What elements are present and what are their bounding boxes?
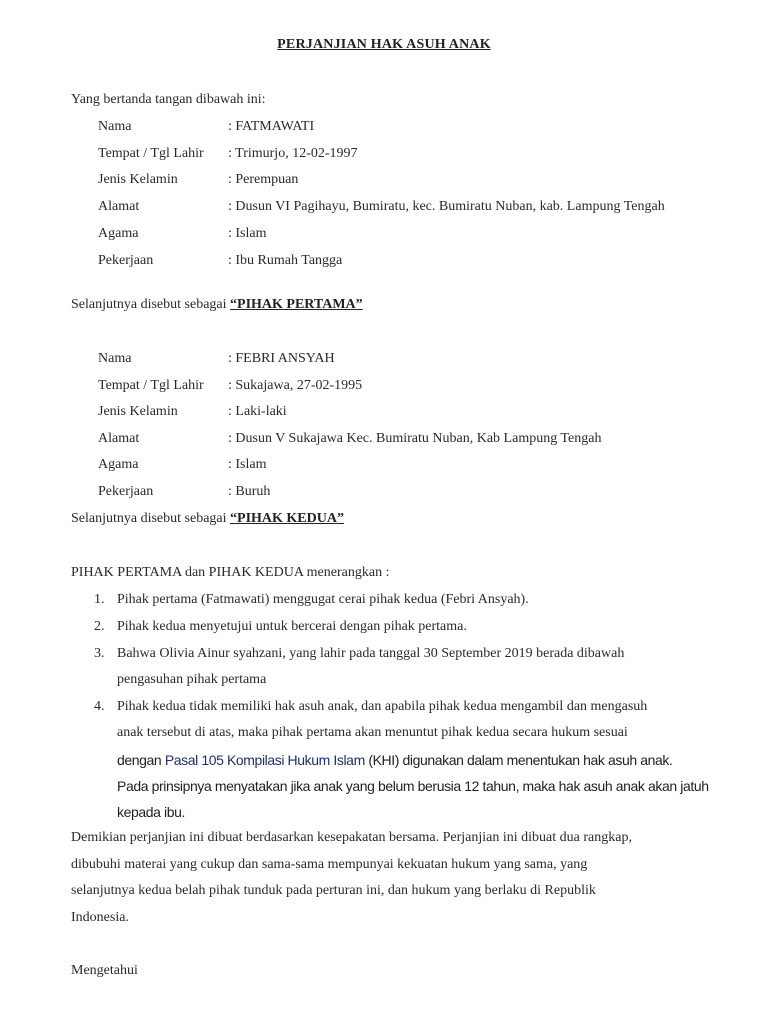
field-label: Jenis Kelamin xyxy=(98,172,178,187)
list-item: Pihak pertama (Fatmawati) menggugat cerai pihak kedua (Febri Ansyah). xyxy=(117,592,529,607)
field-value: : Islam xyxy=(228,457,267,472)
field-label: Alamat xyxy=(98,431,140,446)
list-item-continuation: pengasuhan pihak pertama xyxy=(117,672,267,687)
closing-line: Indonesia. xyxy=(71,910,129,925)
pihak-pertama-designation xyxy=(71,296,363,314)
text-fragment: (KHI) digunakan dalam menentukan hak asuh anak. xyxy=(364,752,673,768)
field-value: : Laki-laki xyxy=(228,404,287,419)
list-item: Pihak kedua menyetujui untuk bercerai dengan pihak pertama. xyxy=(117,619,467,634)
list-number: 2. xyxy=(94,619,105,634)
field-label: Agama xyxy=(98,226,139,241)
intro-text: Yang bertanda tangan dibawah ini: xyxy=(71,92,266,107)
list-number: 4. xyxy=(94,699,105,714)
list-item: Bahwa Olivia Ainur syahzani, yang lahir pada tanggal 30 September 2019 berada dibawah xyxy=(117,646,625,661)
field-value: : Ibu Rumah Tangga xyxy=(228,253,343,268)
statement-intro: PIHAK PERTAMA dan PIHAK KEDUA menerangkan : xyxy=(71,565,390,580)
list-item-continuation: kepada ibu. xyxy=(117,804,185,820)
list-item-continuation xyxy=(117,751,673,769)
field-label: Agama xyxy=(98,457,139,472)
closing-line: Demikian perjanjian ini dibuat berdasarkan kesepakatan bersama. Perjanjian ini dibuat dua rangkap, xyxy=(71,830,632,845)
pihak-kedua-designation xyxy=(71,510,344,528)
field-value: : Perempuan xyxy=(228,172,299,187)
field-value: : FEBRI ANSYAH xyxy=(228,351,335,366)
designation-prefix: Selanjutnya disebut sebagai xyxy=(71,511,231,526)
document-title: PERJANJIAN HAK ASUH ANAK xyxy=(277,37,491,52)
list-item-continuation: anak tersebut di atas, maka pihak pertama akan menuntut pihak kedua secara hukum sesuai xyxy=(117,725,628,740)
pasal-105-link[interactable]: Pasal 105 Kompilasi Hukum Islam xyxy=(164,752,365,768)
field-label: Nama xyxy=(98,119,132,134)
mengetahui-label: Mengetahui xyxy=(71,963,138,978)
field-label: Tempat / Tgl Lahir xyxy=(98,146,204,161)
field-value: : Dusun VI Pagihayu, Bumiratu, kec. Bumiratu Nuban, kab. Lampung Tengah xyxy=(228,199,665,214)
field-value: : FATMAWATI xyxy=(228,119,315,134)
text-fragment: dengan xyxy=(117,752,165,768)
role-pihak-pertama: “PIHAK PERTAMA” xyxy=(230,297,363,312)
field-value: : Sukajawa, 27-02-1995 xyxy=(228,378,363,393)
field-label: Alamat xyxy=(98,199,140,214)
designation-prefix: Selanjutnya disebut sebagai xyxy=(71,297,231,312)
role-pihak-kedua: “PIHAK KEDUA” xyxy=(230,511,344,526)
list-number: 3. xyxy=(94,646,105,661)
list-item: Pihak kedua tidak memiliki hak asuh anak, dan apabila pihak kedua mengambil dan mengasuh xyxy=(117,699,648,714)
list-number: 1. xyxy=(94,592,105,607)
field-value: : Islam xyxy=(228,226,267,241)
closing-line: dibubuhi materai yang cukup dan sama-sama mempunyai kekuatan hukum yang sama, yang xyxy=(71,857,588,872)
closing-line: selanjutnya kedua belah pihak tunduk pada perturan ini, dan hukum yang berlaku di Republik xyxy=(71,883,596,898)
field-label: Tempat / Tgl Lahir xyxy=(98,378,204,393)
field-label: Jenis Kelamin xyxy=(98,404,178,419)
field-value: : Buruh xyxy=(228,484,271,499)
list-item-continuation: Pada prinsipnya menyatakan jika anak yang belum berusia 12 tahun, maka hak asuh anak akan jatuh xyxy=(117,778,709,794)
field-label: Pekerjaan xyxy=(98,484,154,499)
field-value: : Dusun V Sukajawa Kec. Bumiratu Nuban, Kab Lampung Tengah xyxy=(228,431,602,446)
field-value: : Trimurjo, 12-02-1997 xyxy=(228,146,358,161)
field-label: Nama xyxy=(98,351,132,366)
field-label: Pekerjaan xyxy=(98,253,154,268)
